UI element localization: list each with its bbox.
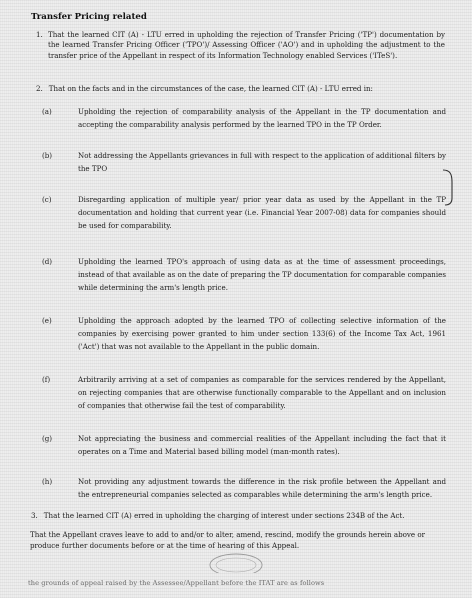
subitem-label: (e)	[42, 316, 52, 325]
subitem-text: Upholding the rejection of comparability analysis of the Appellant in the TP documentation and accepting the comparability analysis performed by the learned TPO in the TP Order.	[78, 107, 446, 129]
subitem-e	[36, 315, 446, 353]
subitem-a	[36, 106, 446, 132]
subitem-text: Upholding the learned TPO's approach of using data as at the time of assessment proceedings, instead of that available as on the date of preparing the TP documentation for comparable companies while determining the arm's length price.	[78, 257, 446, 292]
stamp-mark	[206, 551, 266, 573]
bottom-caption: the grounds of appeal raised by the Assessee/Appellant before the ITAT are as follows	[28, 579, 325, 587]
subitem-label: (a)	[42, 107, 52, 116]
subitem-text: Not providing any adjustment towards the difference in the risk profile between the Appellant and the entrepreneurial companies selected as comparables while determining the arm's length price.	[78, 477, 446, 499]
subitem-label: (g)	[42, 434, 53, 443]
subitem-text: Not addressing the Appellants grievances in full with respect to the application of additional filters by the TPO	[78, 151, 447, 173]
section-heading: Transfer Pricing related	[31, 12, 147, 22]
subitem-text: Arbitrarily arriving at a set of companies as comparable for the services rendered by the Appellant, on rejecting companies that are otherwise functionally comparable to the Appellant and on inclusion of companies that otherwise fail the test of comparability.	[78, 375, 446, 410]
ground-1-number: 1.	[36, 30, 43, 39]
ground-1-text: That the learned CIT (A) - LTU erred in upholding the rejection of Transfer Pricing ('TP') documentation by the learned Transfer Pricing Officer ('TPO')/ Assessing Officer ('AO') and in upholding the adjustment to the transfer price of the Appellant in respect of its Information Technology enabled Services ('ITeS').	[48, 30, 445, 60]
subitem-b	[36, 150, 446, 176]
subitem-h	[36, 476, 446, 502]
subitem-label: (f)	[42, 375, 51, 384]
subitem-text: Disregarding application of multiple year/ prior year data as used by the Appellant in the TP documentation and holding that current year (i.e. Financial Year 2007-08) data for companies should be used for comparability.	[78, 195, 446, 230]
handwritten-bracket-mark	[441, 168, 457, 208]
ground-2-intro	[36, 84, 456, 94]
subitem-c	[36, 194, 446, 232]
subitem-label: (b)	[42, 151, 53, 160]
leave-note: That the Appellant craves leave to add to and/or to alter, amend, rescind, modify the grounds herein above or produce further documents before or at the time of hearing of this Appeal.	[30, 530, 426, 550]
subitem-label: (c)	[42, 195, 52, 204]
subitem-g	[36, 433, 446, 459]
ground-3	[31, 511, 451, 521]
subitem-f	[36, 374, 446, 412]
subitem-text: Upholding the approach adopted by the learned TPO of collecting selective information of the companies by exercising power granted to him under section 133(6) of the Income Tax Act, 1961 ('Act') that was not available to the Appellant in the public domain.	[78, 316, 446, 351]
subitem-text: Not appreciating the business and commercial realities of the Appellant including the fact that it operates on a Time and Material based billing model (man-month rates).	[78, 434, 446, 456]
ground-3-text: That the learned CIT (A) erred in upholding the charging of interest under sections 234B of the Act.	[43, 511, 405, 520]
subitem-d	[36, 256, 446, 294]
ground-1	[36, 30, 445, 61]
subitem-label: (h)	[42, 477, 53, 486]
subitem-label: (d)	[42, 257, 53, 266]
ground-2-intro-text: That on the facts and in the circumstances of the case, the learned CIT (A) - LTU erred in:	[48, 84, 373, 93]
ground-3-number: 3.	[31, 511, 38, 520]
ground-2-number: 2.	[36, 84, 43, 93]
